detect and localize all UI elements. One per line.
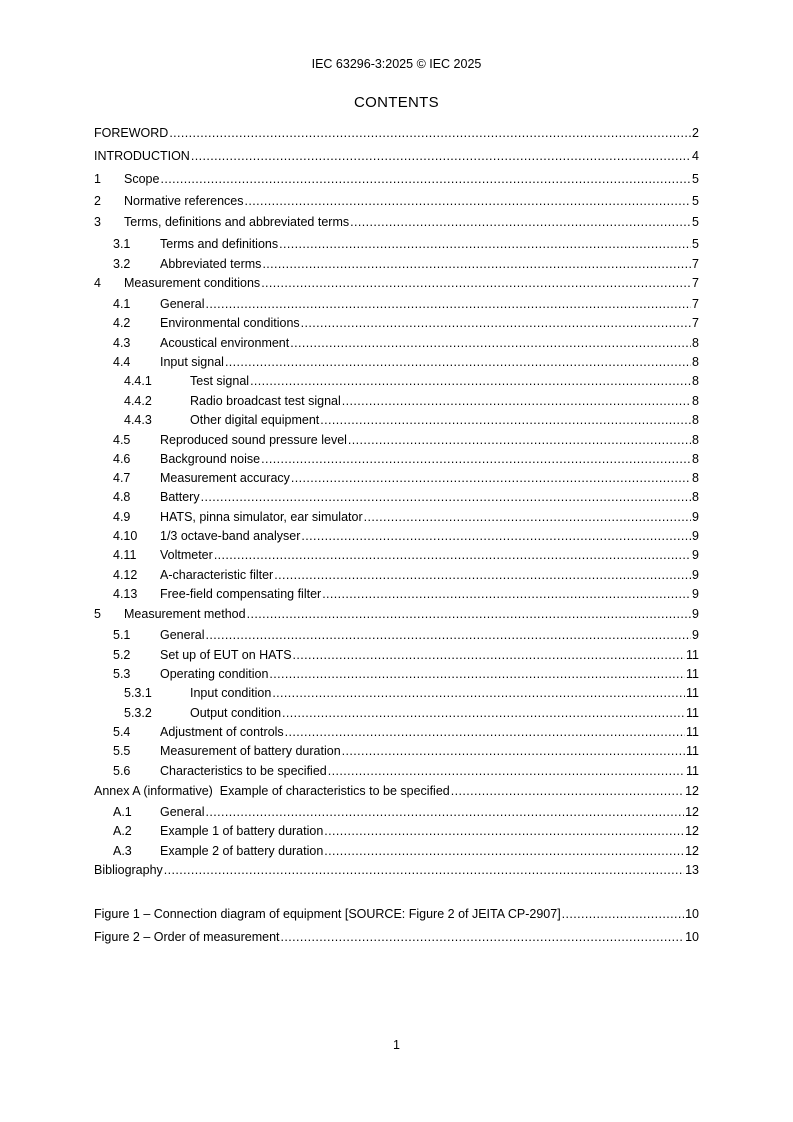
toc-leader (342, 743, 685, 759)
toc-number: 4.5 (113, 433, 131, 447)
toc-number: 5 (94, 607, 101, 621)
toc-leader (301, 315, 691, 331)
toc-title: Voltmeter (160, 548, 213, 562)
toc-page: 12 (685, 844, 699, 858)
page-header: IEC 63296-3:2025 © IEC 2025 (311, 57, 482, 71)
toc-entry[interactable] (94, 862, 699, 878)
toc-number: 4.9 (113, 510, 131, 524)
figure-entry[interactable] (94, 929, 699, 945)
toc-leader (160, 171, 691, 187)
toc-entry[interactable] (94, 335, 699, 351)
toc-entry[interactable] (94, 393, 699, 409)
toc-title: Set up of EUT on HATS (160, 648, 292, 662)
toc-title: Terms, definitions and abbreviated terms (124, 215, 350, 229)
toc-page: 11 (686, 667, 699, 681)
toc-number: 4.10 (113, 529, 138, 543)
toc-title: Terms and definitions (160, 237, 279, 251)
toc-number: 4.3 (113, 336, 131, 350)
toc-leader (562, 906, 684, 922)
toc-page: 12 (685, 784, 699, 798)
toc-title: Example 1 of battery duration (160, 824, 324, 838)
toc-number: 5.3 (113, 667, 131, 681)
toc-title: General (160, 805, 205, 819)
toc-leader (225, 354, 691, 370)
figure-entry[interactable] (94, 906, 699, 922)
toc-title: A-characteristic filter (160, 568, 274, 582)
toc-leader (201, 489, 691, 505)
toc-page: 8 (692, 336, 699, 350)
toc-entry[interactable] (94, 489, 699, 505)
toc-page: 9 (692, 568, 699, 582)
toc-entry[interactable] (94, 705, 699, 721)
toc-entry[interactable] (94, 373, 699, 389)
toc-page: 12 (685, 824, 699, 838)
toc-entry[interactable] (94, 647, 699, 663)
toc-page: 9 (692, 628, 699, 642)
toc-leader (293, 647, 685, 663)
toc-leader (272, 685, 685, 701)
toc-number: 4.13 (113, 587, 138, 601)
toc-title: General (160, 628, 205, 642)
toc-title: Acoustical environment (160, 336, 290, 350)
toc-leader (247, 606, 691, 622)
toc-number: 1 (94, 172, 101, 186)
toc-number: 5.3.2 (124, 706, 152, 720)
toc-page: 7 (692, 297, 699, 311)
toc-leader (169, 125, 691, 141)
toc-number: 5.4 (113, 725, 131, 739)
toc-number: 4.4.2 (124, 394, 152, 408)
toc-title: Bibliography (94, 863, 163, 877)
toc-number: 4.12 (113, 568, 138, 582)
toc-number: A.2 (113, 824, 132, 838)
toc-entry[interactable] (94, 275, 699, 291)
toc-entry[interactable] (94, 193, 699, 209)
toc-page: 8 (692, 413, 699, 427)
toc-title: Battery (160, 490, 200, 504)
toc-leader (290, 335, 691, 351)
toc-entry[interactable] (94, 214, 699, 230)
toc-number: 2 (94, 194, 101, 208)
toc-number: 3 (94, 215, 101, 229)
figure-page: 10 (685, 907, 699, 921)
toc-leader (281, 929, 685, 945)
toc-leader (205, 804, 684, 820)
toc-leader (214, 547, 691, 563)
toc-title: Environmental conditions (160, 316, 300, 330)
toc-number: A.1 (113, 805, 132, 819)
toc-leader (324, 823, 684, 839)
toc-number: 4.2 (113, 316, 131, 330)
toc-title: Adjustment of controls (160, 725, 284, 739)
toc-leader (274, 567, 691, 583)
toc-leader (261, 275, 691, 291)
toc-number: 4.4.1 (124, 374, 152, 388)
toc-title: Test signal (190, 374, 250, 388)
toc-leader (250, 373, 691, 389)
toc-number: 5.1 (113, 628, 131, 642)
toc-entry[interactable] (94, 547, 699, 563)
toc-leader (205, 296, 691, 312)
toc-page: 7 (692, 316, 699, 330)
toc-title: Input condition (190, 686, 272, 700)
toc-leader (205, 627, 691, 643)
toc-leader (348, 432, 691, 448)
toc-entry[interactable] (94, 412, 699, 428)
toc-leader (191, 148, 691, 164)
toc-page: 5 (692, 194, 699, 208)
toc-page: 8 (692, 490, 699, 504)
toc-leader (364, 509, 691, 525)
toc-leader (282, 705, 685, 721)
toc-leader (261, 451, 691, 467)
toc-page: 2 (692, 126, 699, 140)
toc-title: General (160, 297, 205, 311)
figure-title: Figure 1 – Connection diagram of equipment [SOURCE: Figure 2 of JEITA CP-2907] (94, 907, 561, 921)
toc-leader (262, 256, 691, 272)
toc-title: Abbreviated terms (160, 257, 262, 271)
toc-number: 3.1 (113, 237, 131, 251)
toc-entry[interactable] (94, 627, 699, 643)
toc-page: 13 (685, 863, 699, 877)
toc-leader (279, 236, 691, 252)
toc-leader (301, 528, 691, 544)
toc-number: 4.4 (113, 355, 131, 369)
toc-page: 8 (692, 374, 699, 388)
toc-title: Measurement method (124, 607, 246, 621)
toc-title: Radio broadcast test signal (190, 394, 341, 408)
toc-entry[interactable] (94, 354, 699, 370)
toc-number: 4.7 (113, 471, 131, 485)
toc-leader (324, 843, 684, 859)
toc-entry[interactable] (94, 171, 699, 187)
toc-entry[interactable] (94, 470, 699, 486)
toc-title: FOREWORD (94, 126, 169, 140)
toc-entry-annex[interactable] (94, 783, 699, 799)
toc-number: 5.2 (113, 648, 131, 662)
toc-number: 5.6 (113, 764, 131, 778)
toc-page: 8 (692, 433, 699, 447)
toc-entry[interactable] (94, 451, 699, 467)
toc-entry[interactable] (94, 685, 699, 701)
toc-page: 4 (692, 149, 699, 163)
toc-title: HATS, pinna simulator, ear simulator (160, 510, 363, 524)
toc-title: Measurement of battery duration (160, 744, 341, 758)
toc-number: 4.11 (113, 548, 137, 562)
toc-title: Free-field compensating filter (160, 587, 322, 601)
toc-page: 5 (692, 172, 699, 186)
toc-leader (342, 393, 691, 409)
toc-page: 8 (692, 394, 699, 408)
toc-number: 3.2 (113, 257, 131, 271)
toc-entry[interactable] (94, 125, 699, 141)
toc-page: 8 (692, 471, 699, 485)
toc-leader (320, 412, 691, 428)
toc-title: Operating condition (160, 667, 269, 681)
toc-number: 5.5 (113, 744, 131, 758)
toc-page: 12 (685, 805, 699, 819)
toc-leader (269, 666, 685, 682)
toc-title: Output condition (190, 706, 282, 720)
toc-page: 11 (686, 706, 699, 720)
toc-entry[interactable] (94, 315, 699, 331)
toc-page: 7 (692, 257, 699, 271)
toc-leader (245, 193, 692, 209)
toc-entry[interactable] (94, 606, 699, 622)
figure-title: Figure 2 – Order of measurement (94, 930, 280, 944)
toc-title: Background noise (160, 452, 261, 466)
toc-entry[interactable] (94, 236, 699, 252)
toc-page: 9 (692, 529, 699, 543)
toc-entry[interactable] (94, 256, 699, 272)
toc-title: INTRODUCTION (94, 149, 190, 163)
toc-title: Annex A (informative) Example of characteristics to be specified (94, 784, 450, 798)
toc-title: Measurement accuracy (160, 471, 290, 485)
toc-leader (328, 763, 685, 779)
toc-title: 1/3 octave-band analyser (160, 529, 301, 543)
figure-page: 10 (685, 930, 699, 944)
toc-title: Input signal (160, 355, 224, 369)
toc-page: 8 (692, 355, 699, 369)
toc-entry[interactable] (94, 586, 699, 602)
toc-leader (285, 724, 685, 740)
toc-page: 5 (692, 215, 699, 229)
toc-leader (164, 862, 684, 878)
toc-leader (322, 586, 691, 602)
toc-number: 4.4.3 (124, 413, 152, 427)
toc-title: Normative references (124, 194, 244, 208)
toc-entry[interactable] (94, 804, 699, 820)
toc-page: 7 (692, 276, 699, 290)
toc-entry[interactable] (94, 724, 699, 740)
toc-page: 11 (686, 744, 699, 758)
toc-page: 5 (692, 237, 699, 251)
toc-page: 11 (686, 686, 699, 700)
toc-entry[interactable] (94, 148, 699, 164)
toc-title: Reproduced sound pressure level (160, 433, 347, 447)
toc-leader (291, 470, 691, 486)
toc-leader (451, 783, 684, 799)
toc-page: 8 (692, 452, 699, 466)
toc-page: 11 (686, 725, 699, 739)
toc-page: 9 (692, 510, 699, 524)
toc-page: 11 (686, 764, 699, 778)
toc-entry[interactable] (94, 567, 699, 583)
toc-leader (350, 214, 691, 230)
toc-title: Characteristics to be specified (160, 764, 327, 778)
toc-title: Example 2 of battery duration (160, 844, 324, 858)
toc-number: A.3 (113, 844, 132, 858)
toc-title: Measurement conditions (124, 276, 261, 290)
toc-number: 4 (94, 276, 101, 290)
toc-entry[interactable] (94, 432, 699, 448)
toc-entry[interactable] (94, 743, 699, 759)
toc-entry[interactable] (94, 823, 699, 839)
contents-title: CONTENTS (354, 94, 439, 111)
toc-entry[interactable] (94, 296, 699, 312)
toc-entry[interactable] (94, 509, 699, 525)
toc-page: 9 (692, 548, 699, 562)
toc-number: 4.8 (113, 490, 131, 504)
toc-number: 4.6 (113, 452, 131, 466)
toc-title: Other digital equipment (190, 413, 320, 427)
toc-entry[interactable] (94, 528, 699, 544)
toc-entry[interactable] (94, 763, 699, 779)
toc-page: 9 (692, 587, 699, 601)
page-number: 1 (393, 1038, 400, 1052)
toc-page: 9 (692, 607, 699, 621)
toc-page: 11 (686, 648, 699, 662)
toc-title: Scope (124, 172, 160, 186)
toc-number: 4.1 (113, 297, 131, 311)
toc-entry[interactable] (94, 666, 699, 682)
toc-entry[interactable] (94, 843, 699, 859)
toc-number: 5.3.1 (124, 686, 152, 700)
